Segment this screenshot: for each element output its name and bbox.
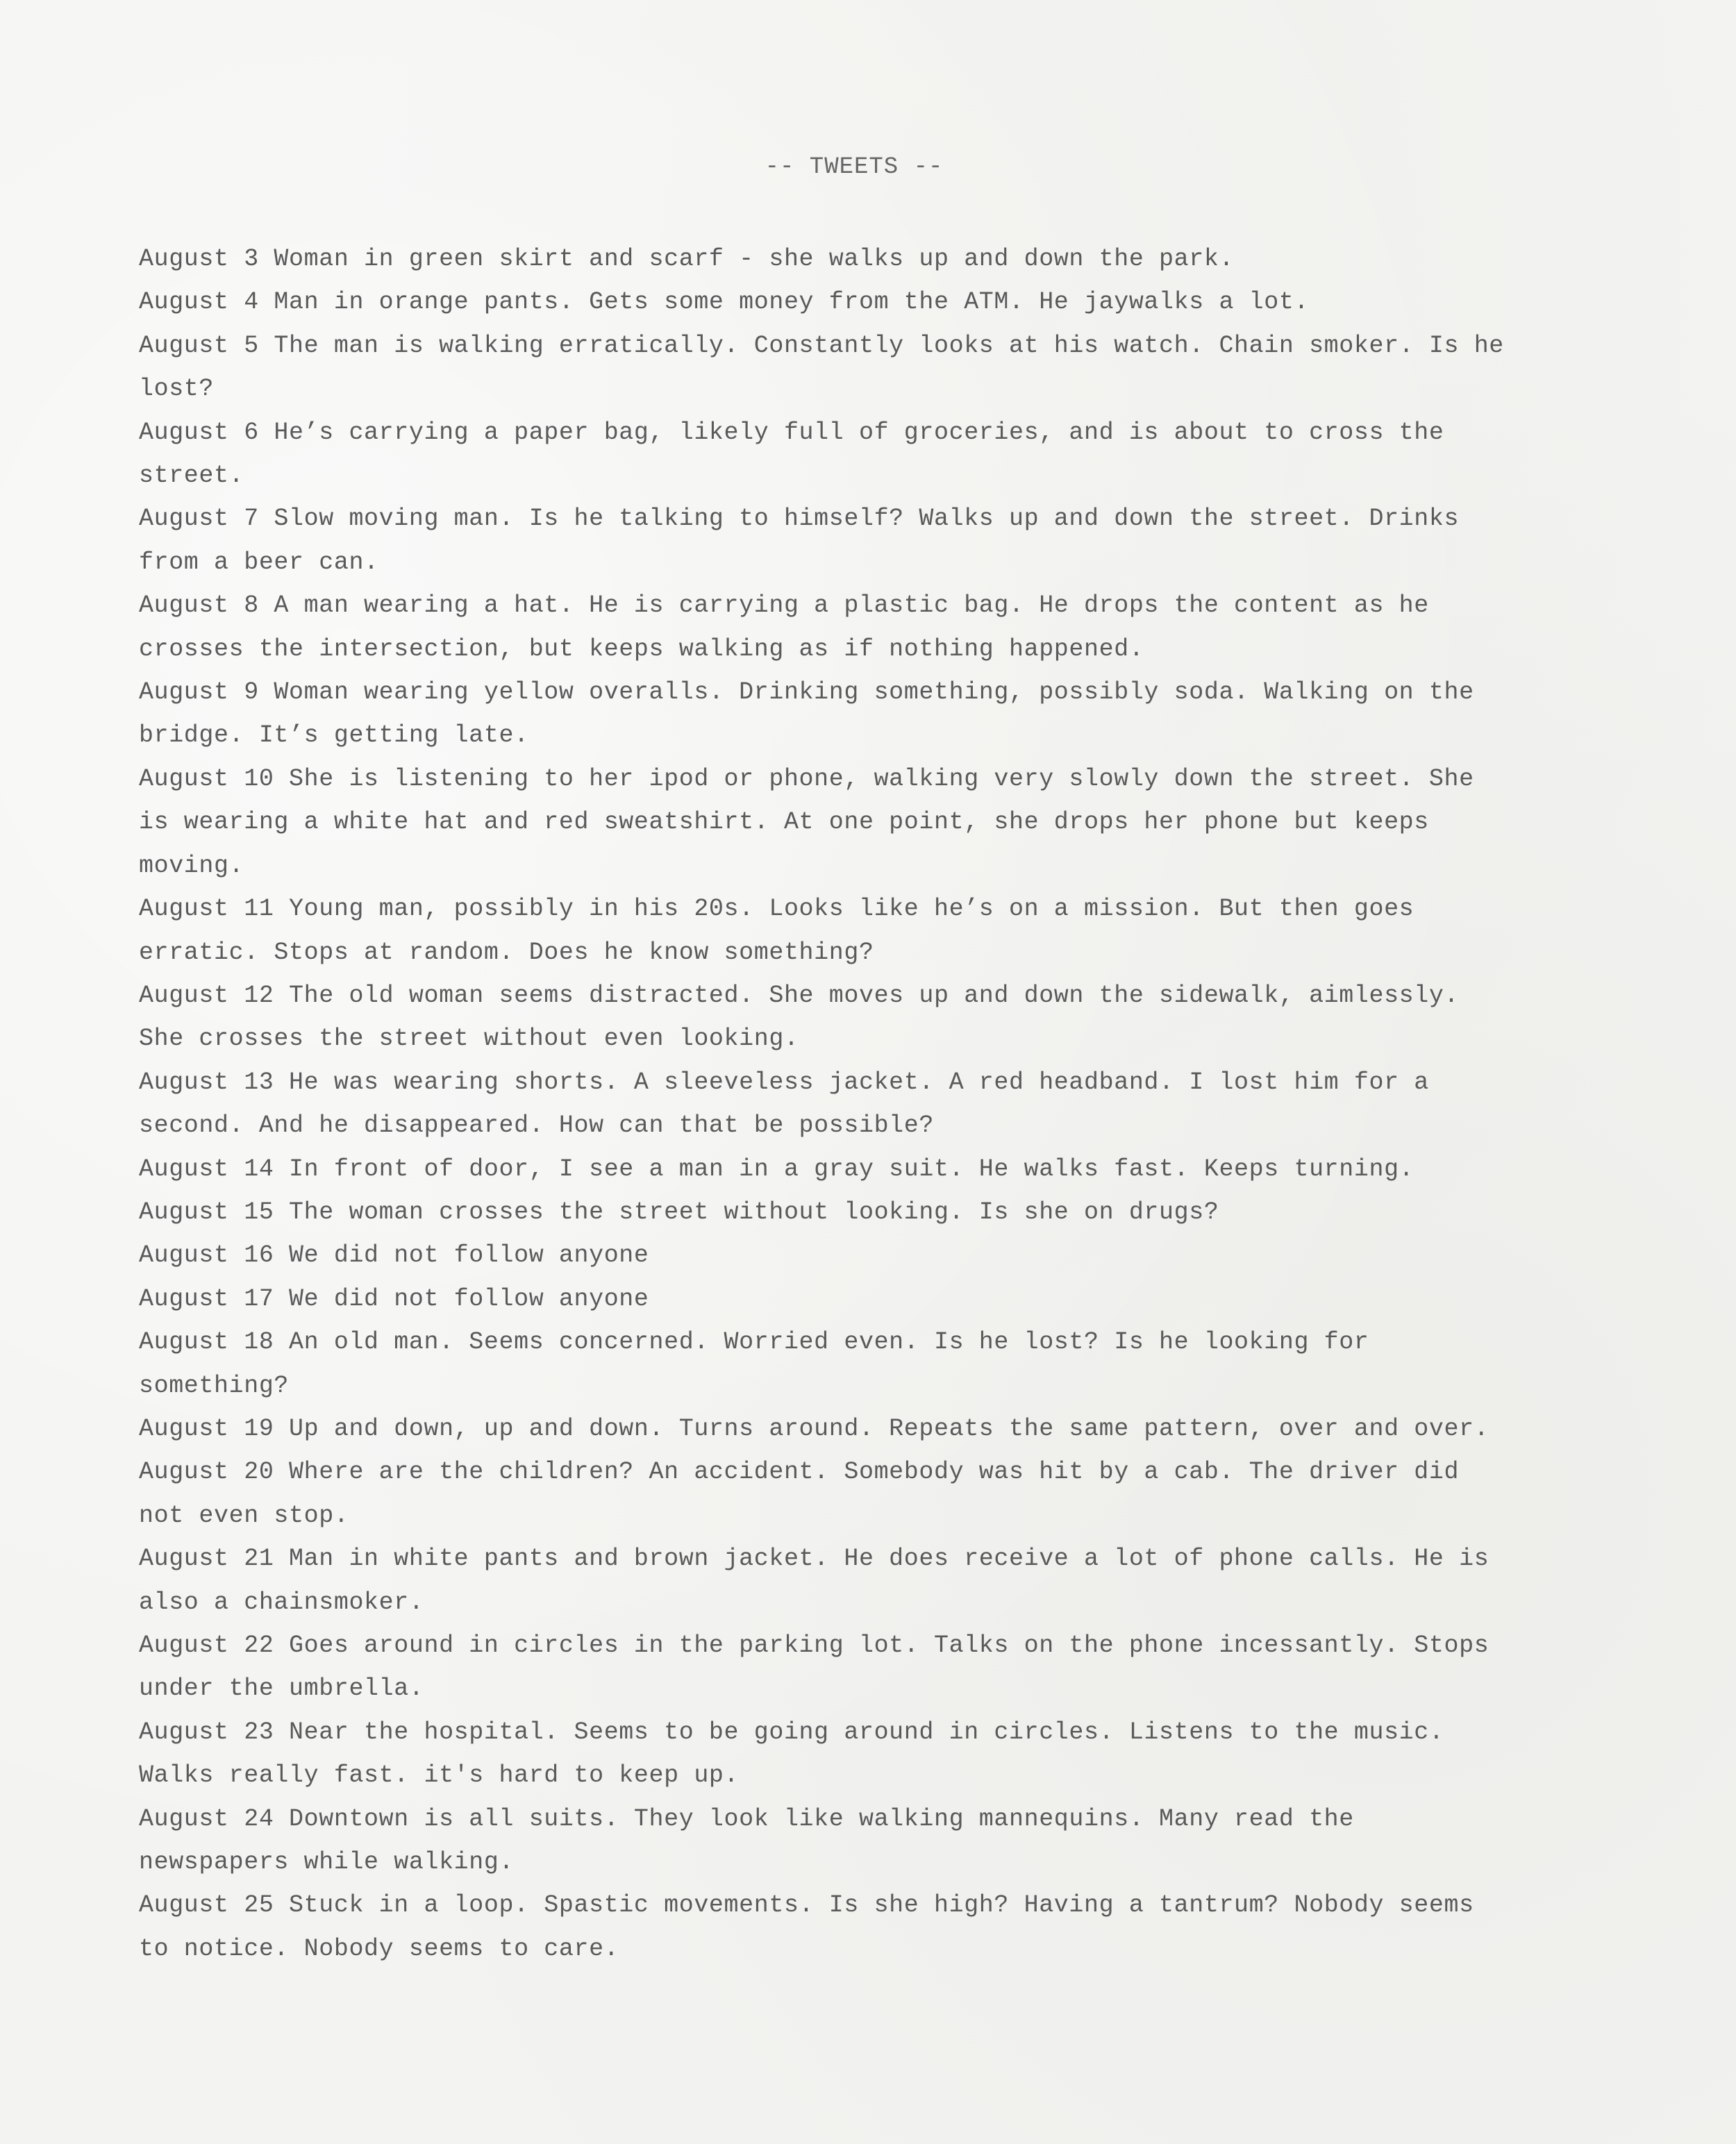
- tweet-entry-line: August 3 Woman in green skirt and scarf - she walks up and down the park.: [139, 245, 1235, 273]
- tweet-entry-line: August 9 Woman wearing yellow overalls. Drinking something, possibly soda. Walking on the: [139, 678, 1474, 707]
- tweet-entry-line: August 21 Man in white pants and brown jacket. He does receive a lot of phone calls. He is: [139, 1545, 1489, 1573]
- tweet-entry: [139, 1191, 1674, 1234]
- tweet-entry-line: newspapers while walking.: [139, 1848, 515, 1877]
- tweet-entries-list: [139, 237, 1674, 1970]
- tweet-entry: [139, 1884, 1674, 1970]
- tweet-entry-line: August 25 Stuck in a loop. Spastic movements. Is she high? Having a tantrum? Nobody seems: [139, 1891, 1474, 1920]
- tweet-entry-line: August 8 A man wearing a hat. He is carrying a plastic bag. He drops the content as he: [139, 592, 1429, 620]
- tweet-entry-line: lost?: [139, 375, 215, 403]
- tweet-entry-line: August 17 We did not follow anyone: [139, 1284, 649, 1313]
- tweet-entry: [139, 1450, 1674, 1537]
- tweet-entry: [139, 1624, 1674, 1711]
- tweet-entry: [139, 497, 1674, 584]
- tweet-entry-line: August 19 Up and down, up and down. Turns around. Repeats the same pattern, over and over.: [139, 1414, 1489, 1443]
- tweet-entry-line: August 4 Man in orange pants. Gets some money from the ATM. He jaywalks a lot.: [139, 288, 1310, 317]
- tweet-entry: [139, 671, 1674, 757]
- tweet-entry-line: crosses the intersection, but keeps walking as if nothing happened.: [139, 635, 1144, 663]
- tweet-entry-line: moving.: [139, 851, 244, 880]
- document-title: -- TWEETS --: [765, 154, 944, 181]
- tweet-entry: [139, 1278, 1674, 1321]
- tweet-entry: [139, 1711, 1674, 1798]
- tweet-entry-line: August 18 An old man. Seems concerned. Worried even. Is he lost? Is he looking for: [139, 1328, 1369, 1357]
- tweet-entry-line: not even stop.: [139, 1501, 349, 1530]
- tweet-entry-line: August 16 We did not follow anyone: [139, 1241, 649, 1270]
- tweet-entry: [139, 1234, 1674, 1277]
- tweet-entry-line: to notice. Nobody seems to care.: [139, 1934, 619, 1963]
- tweet-entry-line: second. And he disappeared. How can that be possible?: [139, 1112, 934, 1140]
- tweet-entry-line: August 12 The old woman seems distracted. She moves up and down the sidewalk, aimlessly.: [139, 981, 1460, 1010]
- tweet-entry-line: street.: [139, 462, 244, 490]
- tweet-entry: [139, 1798, 1674, 1884]
- tweet-entry-line: August 11 Young man, possibly in his 20s. Looks like he’s on a mission. But then goes: [139, 895, 1414, 923]
- tweet-entry: [139, 324, 1674, 411]
- tweet-entry-line: She crosses the street without even looking.: [139, 1025, 799, 1053]
- tweet-entry-line: under the umbrella.: [139, 1675, 424, 1703]
- tweet-entry-line: is wearing a white hat and red sweatshirt. At one point, she drops her phone but keeps: [139, 808, 1429, 837]
- tweet-entry-line: August 5 The man is walking erratically. Constantly looks at his watch. Chain smoker. Is he: [139, 331, 1504, 360]
- tweet-entry-line: August 24 Downtown is all suits. They look like walking mannequins. Many read the: [139, 1804, 1354, 1833]
- tweet-entry: [139, 1407, 1674, 1450]
- tweet-entry: [139, 411, 1674, 498]
- tweet-entry: [139, 1321, 1674, 1407]
- tweet-entry: [139, 237, 1674, 280]
- tweet-entry-line: Walks really fast. it's hard to keep up.: [139, 1761, 740, 1790]
- tweet-entry-line: August 15 The woman crosses the street without looking. Is she on drugs?: [139, 1198, 1219, 1226]
- tweet-entry: [139, 1148, 1674, 1191]
- tweet-entry-line: also a chainsmoker.: [139, 1588, 424, 1616]
- tweet-entry-line: August 10 She is listening to her ipod or phone, walking very slowly down the street. She: [139, 764, 1474, 793]
- tweet-entry: [139, 280, 1674, 324]
- tweet-entry-line: something?: [139, 1371, 290, 1400]
- tweet-entry-line: August 22 Goes around in circles in the parking lot. Talks on the phone incessantly. Stops: [139, 1632, 1489, 1659]
- tweet-entry: [139, 974, 1674, 1061]
- tweet-entry: [139, 584, 1674, 671]
- tweet-entry-line: bridge. It’s getting late.: [139, 721, 529, 750]
- tweet-entry-line: August 14 In front of door, I see a man in a gray suit. He walks fast. Keeps turning.: [139, 1155, 1414, 1183]
- tweet-entry-line: erratic. Stops at random. Does he know something?: [139, 938, 874, 966]
- tweet-entry: [139, 1061, 1674, 1148]
- tweet-entry-line: from a beer can.: [139, 548, 379, 576]
- tweet-entry-line: August 7 Slow moving man. Is he talking to himself? Walks up and down the street. Drinks: [139, 505, 1460, 533]
- tweet-entry: [139, 757, 1674, 887]
- tweet-entry-line: August 23 Near the hospital. Seems to be going around in circles. Listens to the music.: [139, 1718, 1444, 1746]
- tweet-entry-line: August 20 Where are the children? An accident. Somebody was hit by a cab. The driver did: [139, 1458, 1460, 1486]
- tweet-entry-line: August 6 He’s carrying a paper bag, likely full of groceries, and is about to cross the: [139, 418, 1444, 446]
- tweet-entry: [139, 1537, 1674, 1624]
- tweet-entry: [139, 887, 1674, 974]
- tweet-entry-line: August 13 He was wearing shorts. A sleeveless jacket. A red headband. I lost him for a: [139, 1068, 1429, 1096]
